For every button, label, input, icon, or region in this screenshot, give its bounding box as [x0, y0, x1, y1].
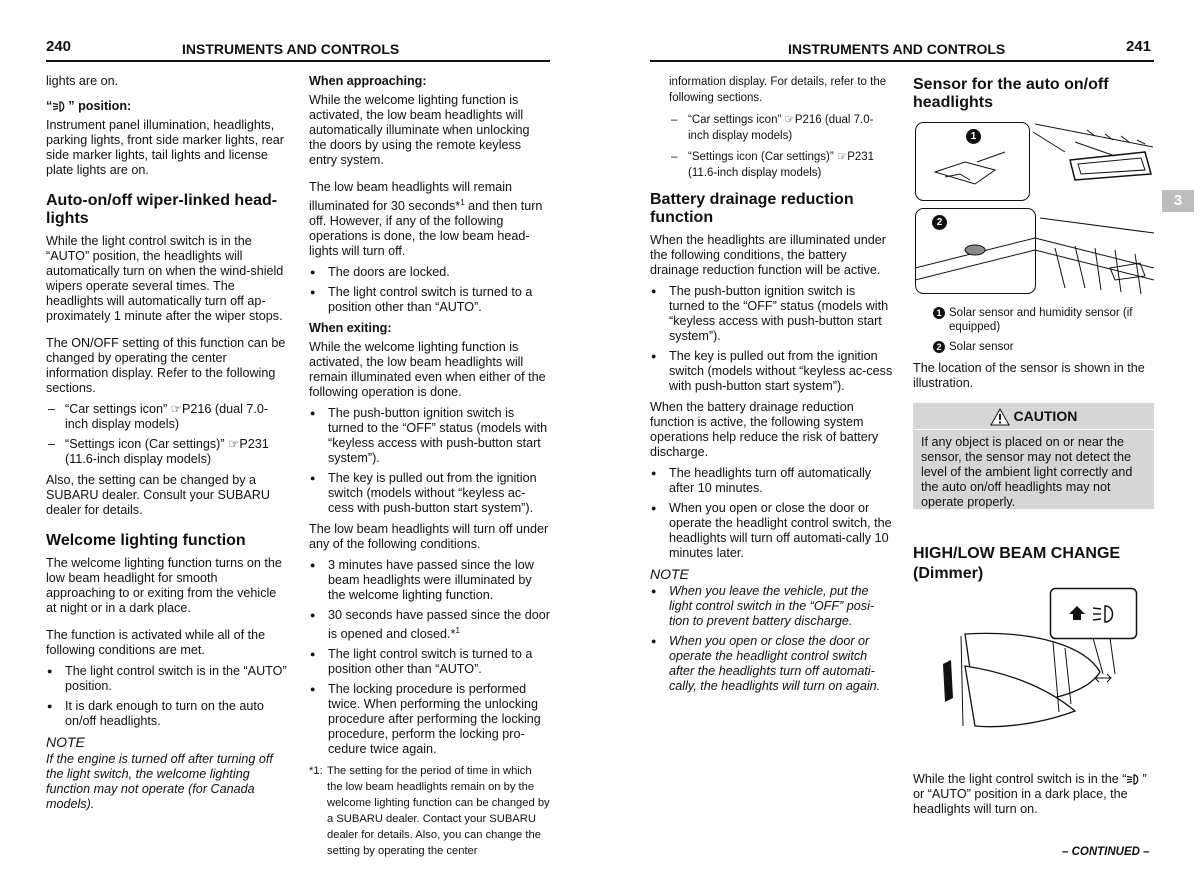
heading-exiting: When exiting: [309, 321, 392, 336]
left-column-1 [46, 74, 290, 818]
exit-list [309, 406, 550, 516]
legend-text: Solar sensor and humidity sensor (if equipped) [949, 307, 1133, 333]
battery-ops-list [650, 466, 893, 561]
text: ” or “AUTO” position in a dark place, the headlights will turn on. [913, 772, 1147, 816]
note-list [650, 584, 893, 694]
paragraph: The welcome lighting function turns on the low beam headlight for smooth approaching to or exiting from the vehicle at night or in a dark place. [46, 556, 282, 615]
legend-item-1 [933, 306, 1154, 334]
note-heading: NOTE [46, 734, 85, 750]
note-heading: NOTE [650, 566, 689, 582]
off-conditions-list [309, 558, 550, 757]
headlight-icon [52, 101, 68, 112]
dimmer-heading-block [913, 536, 1154, 590]
note-text: If the engine is turned off after turning off the light switch, the welcome lighting function may not operate (for Canada models). [46, 752, 273, 811]
text: The low beam headlights will remain illuminated for 30 seconds* [309, 180, 512, 214]
left-column-2 [309, 74, 550, 859]
paragraph: The low beam headlights will turn off under any of the following conditions. [309, 522, 549, 552]
list-item: ● The key is pulled out from the ignition switch (models without “keyless ac-cess with push-button start system”). [309, 471, 550, 516]
battery-conditions-list [650, 284, 893, 394]
heading-approaching: When approaching: [309, 74, 427, 88]
list-item: ● It is dark enough to turn on the auto on/off headlights. [46, 699, 290, 729]
paragraph [309, 180, 550, 259]
sensor-illustration-dashboard [915, 208, 1154, 298]
paragraph [913, 772, 1154, 817]
heading-welcome-lighting: Welcome lighting function [46, 532, 246, 549]
heading-auto-wiper: Auto-on/off wiper-linked head-lights [46, 192, 278, 227]
heading-dimmer: HIGH/LOW BEAM CHANGE (Dimmer) [913, 545, 1121, 582]
list-item: ● The light control switch is turned to a position other than “AUTO”. [309, 647, 550, 677]
list-item: – “Settings icon (Car settings)” ☞P231 (11.6-inch display models) [46, 437, 290, 467]
turn-off-list [309, 265, 550, 315]
list-item: ● The light control switch is turned to a position other than “AUTO”. [309, 285, 550, 315]
paragraph: When the headlights are illuminated under the following conditions, the battery drainage reduction function will be active. [650, 233, 886, 277]
footnote-ref: 1 [455, 626, 460, 636]
list-item: ● The push-button ignition switch is turned to the “OFF” status (models with “keyless access with push-button start system”). [309, 406, 550, 466]
quote-open: “ [46, 99, 53, 113]
left-page-header: INSTRUMENTS AND CONTROLS [182, 41, 400, 57]
legend-number-1: 1 [933, 307, 945, 319]
caution-title-text: CAUTION [1013, 408, 1078, 424]
condition-list [46, 664, 290, 729]
position-heading [46, 99, 290, 114]
right-header-rule [650, 60, 1154, 62]
paragraph: While the welcome lighting function is activated, the low beam headlights will automatically illuminate when unlocking the doors by using the remote keyless entry system. [309, 93, 530, 167]
settings-ref-list [650, 112, 893, 181]
list-item: – “Car settings icon” ☞P216 (dual 7.0-inch display models) [46, 402, 290, 432]
right-column-2 [913, 74, 1154, 118]
sensor-legend [933, 306, 1154, 358]
list-item: ● When you leave the vehicle, put the light control switch in the “OFF” posi-tion to prevent battery discharge. [650, 584, 893, 629]
position-heading-text: ” position: [68, 99, 132, 113]
paragraph: While the light control switch is in the “AUTO” position, the headlights will automatically turn on when the wind-shield wipers operate several times. The headlights will automatically turn off ap-proximately 1 minute after the wiper stops. [46, 234, 284, 323]
callout-2: 2 [932, 215, 947, 230]
legend-number-2: 2 [933, 341, 945, 353]
right-page-header: INSTRUMENTS AND CONTROLS [788, 41, 1006, 57]
footnote-mark: *1: [309, 765, 323, 778]
list-item: ● The doors are locked. [309, 265, 550, 280]
heading-battery-drainage: Battery drainage reduction function [650, 191, 854, 226]
continued-footer: – CONTINUED – [1062, 846, 1150, 858]
paragraph: The location of the sensor is shown in the illustration. [913, 361, 1145, 390]
caution-title [913, 403, 1154, 430]
left-page-number: 240 [46, 38, 72, 55]
text: While the light control switch is in the “ [913, 772, 1127, 786]
paragraph: While the welcome lighting function is activated, the low beam headlights will remain illuminated even when either of the following operation is done. [309, 340, 546, 400]
footnote-text: The setting for the period of time in which the low beam headlights remain on by the welcome lighting function can be changed by a SUBARU dealer. Contact your SUBARU dealer for details. Also, you can change the setting by operating the center [327, 765, 550, 858]
list-item: ● The push-button ignition switch is turned to the “OFF” status (models with “keyless access with push-button start system”). [650, 284, 893, 344]
list-item: ● When you open or close the door or operate the headlight control switch after the headlights turn off automati-cally, the headlights will turn on again. [650, 634, 893, 694]
list-item: ● When you open or close the door or operate the headlight control switch, the headlights will turn off automati-cally 10 minutes later. [650, 501, 893, 561]
right-page-number: 241 [1126, 38, 1152, 55]
paragraph: Instrument panel illumination, headlights, parking lights, front side marker lights, rear side marker lights, tail lights and license plate lights are on. [46, 118, 284, 177]
list-item: – “Car settings icon” ☞P216 (dual 7.0-inch display models) [669, 112, 893, 144]
footnote-ref: 1 [460, 198, 465, 207]
list-item: ● The key is pulled out from the ignition switch (models without “keyless ac-cess with push-button start system”). [650, 349, 893, 394]
list-item: ● 3 minutes have passed since the low beam headlights were illuminated by the welcome lighting function. [309, 558, 550, 603]
paragraph: When the battery drainage reduction function is active, the following system operations help reduce the risk of battery discharge. [650, 400, 879, 459]
chapter-tab: 3 [1162, 190, 1194, 212]
left-header-rule [46, 60, 550, 62]
dimmer-lever-illustration [935, 586, 1154, 736]
text: 30 seconds have passed since the door is opened and closed.* [328, 608, 550, 642]
paragraph: lights are on. [46, 74, 119, 88]
footnote [309, 763, 550, 859]
list-item: ● The headlights turn off automatically after 10 minutes. [650, 466, 893, 496]
paragraph: The ON/OFF setting of this function can be changed by operating the center information display. Refer to the following sections. [46, 336, 286, 395]
paragraph: Also, the setting can be changed by a SUBARU dealer. Consult your SUBARU dealer for details. [46, 473, 270, 517]
right-column-1 [650, 74, 893, 700]
warning-icon [990, 408, 1010, 426]
sensor-illustration-windshield [915, 122, 1154, 208]
list-item: ● The light control switch is in the “AUTO” position. [46, 664, 290, 694]
list-item: – “Settings icon (Car settings)” ☞P231 (11.6-inch display models) [669, 149, 893, 181]
sensor-location-text [913, 361, 1154, 397]
legend-text: Solar sensor [949, 341, 1014, 353]
heading-sensor: Sensor for the auto on/off headlights [913, 76, 1109, 111]
list-item: ● The locking procedure is performed twice. When performing the unlocking procedure after performing the locking procedure, perform the locking pro-cedure twice again. [309, 682, 550, 757]
settings-ref-list [46, 402, 290, 467]
callout-1: 1 [966, 129, 981, 144]
legend-item-2 [933, 340, 1154, 354]
paragraph: The function is activated while all of the following conditions are met. [46, 628, 266, 657]
headlight-icon [1126, 774, 1142, 785]
text: and then turn off. However, if any of the following operations is done, the low beam head-lights will turn off. [309, 199, 543, 259]
caution-box [913, 403, 1154, 509]
paragraph: information display. For details, refer to the following sections. [669, 76, 887, 104]
caution-body: If any object is placed on or near the sensor, the sensor may not detect the level of the ambient light correctly and the auto on/off headlights may not operate properly. [921, 435, 1133, 510]
dimmer-text-block [913, 772, 1154, 823]
list-item [309, 608, 550, 642]
